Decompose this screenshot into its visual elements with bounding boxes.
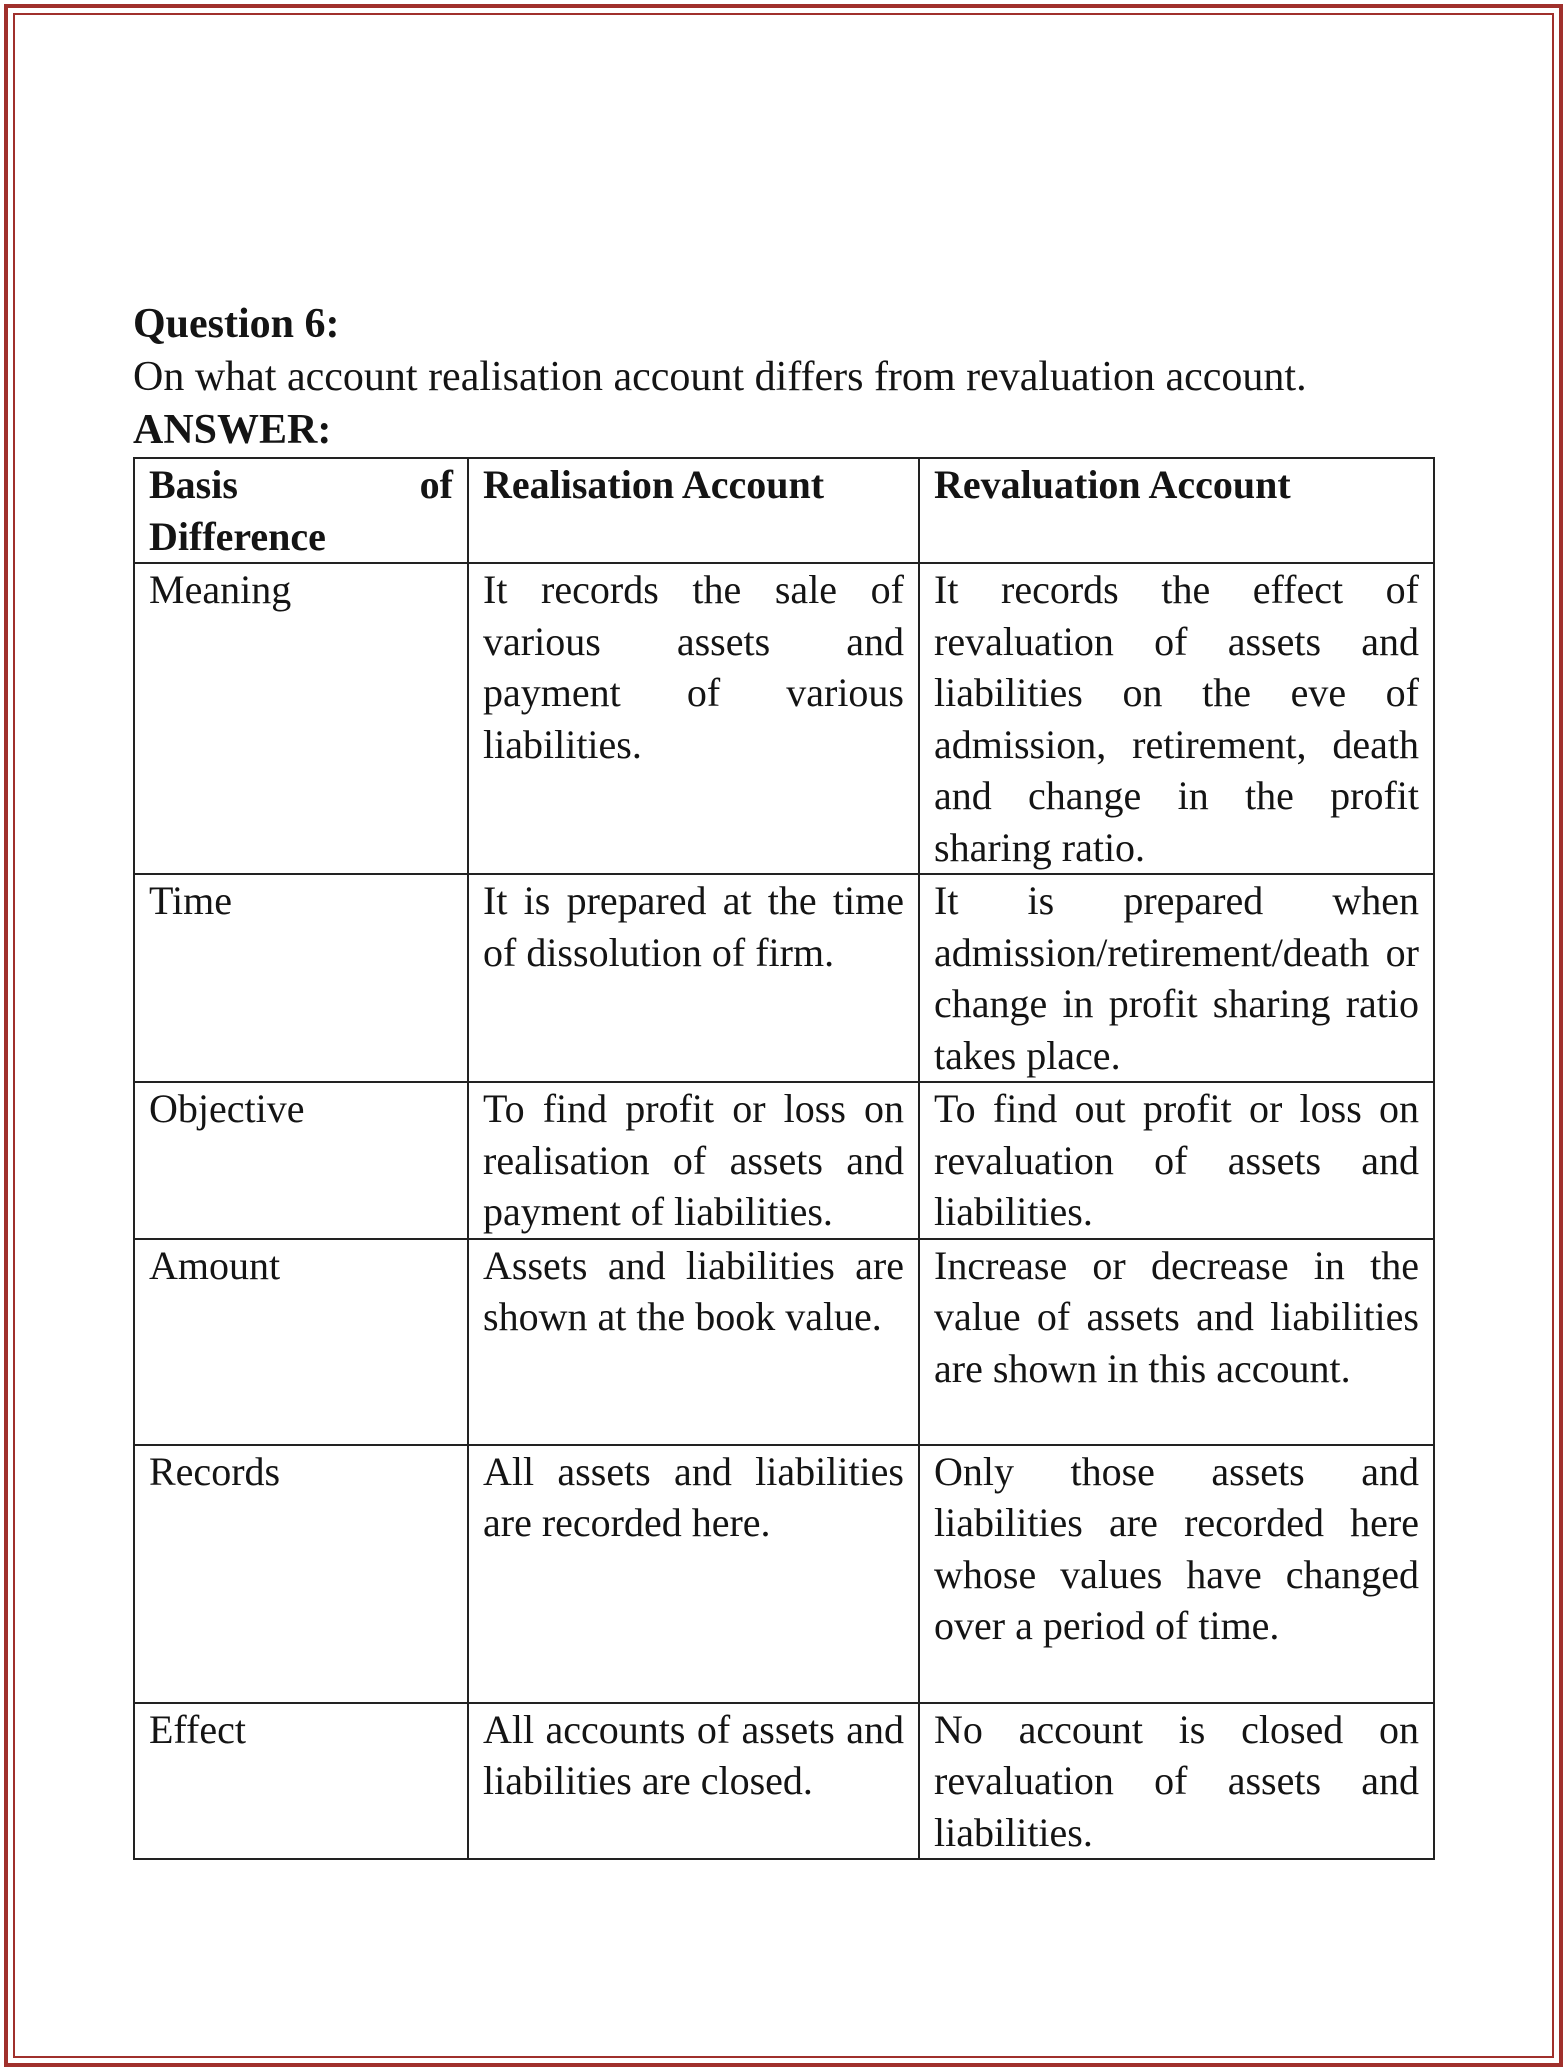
basis-cell: Time bbox=[134, 874, 468, 1082]
header-basis: Basis of Difference bbox=[134, 458, 468, 563]
realisation-cell: All accounts of assets and liabilities are closed. bbox=[468, 1703, 919, 1860]
table-row bbox=[134, 1082, 1434, 1239]
realisation-cell: It is prepared at the time of dissolution of firm. bbox=[468, 874, 919, 1082]
table-row bbox=[134, 1445, 1434, 1703]
realisation-cell: It records the sale of various assets and payment of various liabilities. bbox=[468, 563, 919, 874]
basis-cell: Amount bbox=[134, 1239, 468, 1445]
basis-cell: Objective bbox=[134, 1082, 468, 1239]
comparison-table bbox=[133, 457, 1435, 1860]
table-row bbox=[134, 1239, 1434, 1445]
revaluation-cell: It is prepared when admission/retirement/death or change in profit sharing ratio takes place. bbox=[919, 874, 1434, 1082]
answer-label: ANSWER: bbox=[133, 407, 332, 453]
basis-cell: Records bbox=[134, 1445, 468, 1703]
revaluation-cell: Only those assets and liabilities are recorded here whose values have changed over a period of time. bbox=[919, 1445, 1434, 1703]
realisation-cell: All assets and liabilities are recorded here. bbox=[468, 1445, 919, 1703]
question-block bbox=[133, 298, 1433, 1860]
revaluation-cell: Increase or decrease in the value of assets and liabilities are shown in this account. bbox=[919, 1239, 1434, 1445]
table-row bbox=[134, 563, 1434, 874]
question-text: On what account realisation account differs from revaluation account. bbox=[133, 354, 1307, 400]
header-revaluation: Revaluation Account bbox=[919, 458, 1434, 563]
basis-cell: Meaning bbox=[134, 563, 468, 874]
revaluation-cell: It records the effect of revaluation of assets and liabilities on the eve of admission, retirement, death and change in the profit sharing ratio. bbox=[919, 563, 1434, 874]
realisation-cell: Assets and liabilities are shown at the book value. bbox=[468, 1239, 919, 1445]
revaluation-cell: To find out profit or loss on revaluation of assets and liabilities. bbox=[919, 1082, 1434, 1239]
revaluation-cell: No account is closed on revaluation of assets and liabilities. bbox=[919, 1703, 1434, 1860]
table-row bbox=[134, 874, 1434, 1082]
realisation-cell: To find profit or loss on realisation of assets and payment of liabilities. bbox=[468, 1082, 919, 1239]
table-row bbox=[134, 1703, 1434, 1860]
question-title: Question 6: bbox=[133, 301, 340, 347]
basis-cell: Effect bbox=[134, 1703, 468, 1860]
table-header-row bbox=[134, 458, 1434, 563]
header-realisation: Realisation Account bbox=[468, 458, 919, 563]
